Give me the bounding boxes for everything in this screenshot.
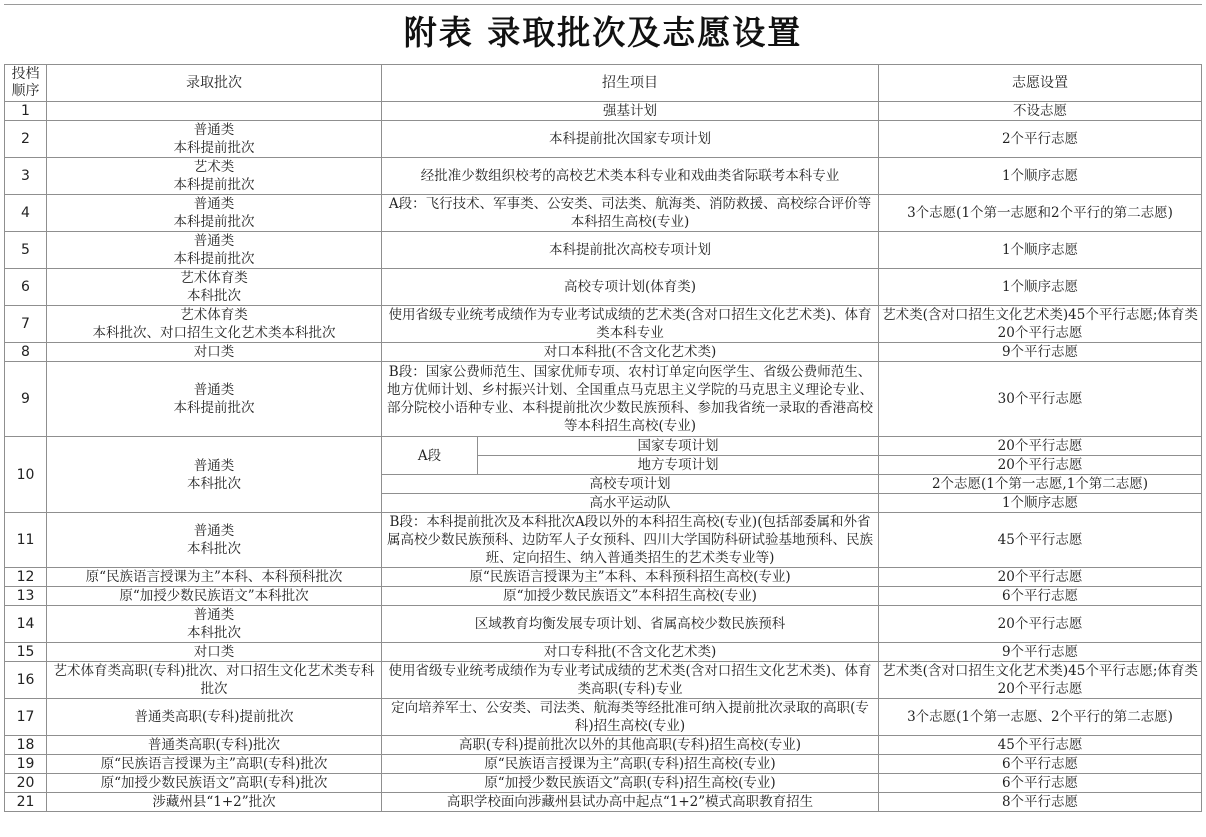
order-cell: 16 [5, 662, 47, 699]
wish-cell: 9个平行志愿 [879, 643, 1202, 662]
project-cell: 高职学校面向涉藏州县试办高中起点“1+2”模式高职教育招生 [382, 793, 879, 812]
table-row [5, 343, 1202, 362]
wish-cell: 3个志愿(1个第一志愿、2个平行的第二志愿) [879, 699, 1202, 736]
project-cell: 强基计划 [382, 102, 879, 121]
batch-cell: 艺术类 本科提前批次 [47, 158, 382, 195]
project-cell: 高校专项计划(体育类) [382, 269, 879, 306]
table-row [5, 513, 1202, 568]
table-row [5, 306, 1202, 343]
wish-cell: 艺术类(含对口招生文化艺术类)45个平行志愿;体育类20个平行志愿 [879, 662, 1202, 699]
batch-cell: 艺术体育类 本科批次 [47, 269, 382, 306]
project-cell: 对口专科批(不含文化艺术类) [382, 643, 879, 662]
order-cell: 13 [5, 587, 47, 606]
project-cell: 高水平运动队 [382, 494, 879, 513]
segment-label: A段 [382, 437, 478, 475]
batch-cell: 艺术体育类 本科批次、对口招生文化艺术类本科批次 [47, 306, 382, 343]
project-cell: 本科提前批次国家专项计划 [382, 121, 879, 158]
table-row [5, 606, 1202, 643]
wish-cell: 1个顺序志愿 [879, 269, 1202, 306]
project-cell: 原“民族语言授课为主”本科、本科预科招生高校(专业) [382, 568, 879, 587]
batch-cell: 普通类 本科批次 [47, 606, 382, 643]
wish-cell: 不设志愿 [879, 102, 1202, 121]
table-row [5, 662, 1202, 699]
batch-cell: 普通类高职(专科)提前批次 [47, 699, 382, 736]
table-row [5, 755, 1202, 774]
project-cell: 原“民族语言授课为主”高职(专科)招生高校(专业) [382, 755, 879, 774]
table-row [5, 102, 1202, 121]
order-cell: 20 [5, 774, 47, 793]
table-row [5, 699, 1202, 736]
wish-cell: 20个平行志愿 [879, 568, 1202, 587]
page-title: 附表 录取批次及志愿设置 [403, 13, 803, 52]
project-cell: 区域教育均衡发展专项计划、省属高校少数民族预科 [382, 606, 879, 643]
table-row [5, 362, 1202, 437]
batch-cell: 原“民族语言授课为主”高职(专科)批次 [47, 755, 382, 774]
wish-cell: 1个顺序志愿 [879, 494, 1202, 513]
order-cell: 11 [5, 513, 47, 568]
batch-cell [47, 102, 382, 121]
batch-cell: 艺术体育类高职(专科)批次、对口招生文化艺术类专科批次 [47, 662, 382, 699]
project-cell: 高校专项计划 [382, 475, 879, 494]
batch-cell: 普通类 本科批次 [47, 513, 382, 568]
wish-cell: 30个平行志愿 [879, 362, 1202, 437]
header-row [5, 65, 1202, 102]
project-cell: 国家专项计划 [478, 437, 879, 456]
table-row [5, 158, 1202, 195]
batch-cell: 对口类 [47, 643, 382, 662]
table-row [5, 736, 1202, 755]
order-cell: 6 [5, 269, 47, 306]
project-cell: B段：国家公费师范生、国家优师专项、农村订单定向医学生、省级公费师范生、地方优师计划、乡村振兴计划、全国重点马克思主义学院的马克思主义理论专业、部分院校小语种专业、本科提前批次少数民族预科、参加我省统一录取的香港高校等本科招生高校(专业) [382, 362, 879, 437]
batch-cell: 原“民族语言授课为主”本科、本科预科批次 [47, 568, 382, 587]
table-row [5, 587, 1202, 606]
batch-cell: 普通类 本科提前批次 [47, 362, 382, 437]
order-cell: 21 [5, 793, 47, 812]
order-cell: 18 [5, 736, 47, 755]
batch-cell: 普通类 本科提前批次 [47, 121, 382, 158]
batch-cell: 普通类高职(专科)批次 [47, 736, 382, 755]
table-row [5, 269, 1202, 306]
table-row [5, 568, 1202, 587]
wish-cell: 2个平行志愿 [879, 121, 1202, 158]
top-rule [4, 4, 1202, 5]
batch-cell: 原“加授少数民族语文”本科批次 [47, 587, 382, 606]
wish-cell: 1个顺序志愿 [879, 232, 1202, 269]
project-cell: A段：飞行技术、军事类、公安类、司法类、航海类、消防救援、高校综合评价等本科招生高校(专业) [382, 195, 879, 232]
batch-cell: 原“加授少数民族语文”高职(专科)批次 [47, 774, 382, 793]
wish-cell: 艺术类(含对口招生文化艺术类)45个平行志愿;体育类20个平行志愿 [879, 306, 1202, 343]
table-row [5, 437, 1202, 456]
project-cell: 原“加授少数民族语文”本科招生高校(专业) [382, 587, 879, 606]
table-row [5, 195, 1202, 232]
wish-cell: 45个平行志愿 [879, 736, 1202, 755]
order-cell: 1 [5, 102, 47, 121]
project-cell: B段：本科提前批次及本科批次A段以外的本科招生高校(专业)(包括部委属和外省属高校少数民族预科、边防军人子女预科、四川大学国防科研试验基地预科、民族班、定向招生、纳入普通类招生的艺术类专业等) [382, 513, 879, 568]
header-project: 招生项目 [382, 65, 879, 102]
order-cell: 12 [5, 568, 47, 587]
wish-cell: 6个平行志愿 [879, 755, 1202, 774]
batch-cell: 普通类 本科提前批次 [47, 195, 382, 232]
order-cell: 9 [5, 362, 47, 437]
batch-cell: 对口类 [47, 343, 382, 362]
project-cell: 对口本科批(不含文化艺术类) [382, 343, 879, 362]
header-order: 投档 顺序 [5, 65, 47, 102]
batch-cell: 涉藏州县“1+2”批次 [47, 793, 382, 812]
project-cell: 使用省级专业统考成绩作为专业考试成绩的艺术类(含对口招生文化艺术类)、体育类本科专业 [382, 306, 879, 343]
order-cell: 3 [5, 158, 47, 195]
order-cell: 10 [5, 437, 47, 513]
table-row [5, 643, 1202, 662]
order-cell: 5 [5, 232, 47, 269]
project-cell: 地方专项计划 [478, 456, 879, 475]
wish-cell: 20个平行志愿 [879, 437, 1202, 456]
wish-cell: 8个平行志愿 [879, 793, 1202, 812]
project-cell: 经批准少数组织校考的高校艺术类本科专业和戏曲类省际联考本科专业 [382, 158, 879, 195]
header-wish: 志愿设置 [879, 65, 1202, 102]
wish-cell: 6个平行志愿 [879, 587, 1202, 606]
table-row [5, 793, 1202, 812]
order-cell: 19 [5, 755, 47, 774]
order-cell: 8 [5, 343, 47, 362]
order-cell: 14 [5, 606, 47, 643]
project-cell: 高职(专科)提前批次以外的其他高职(专科)招生高校(专业) [382, 736, 879, 755]
table-row [5, 121, 1202, 158]
wish-cell: 20个平行志愿 [879, 606, 1202, 643]
project-cell: 原“加授少数民族语文”高职(专科)招生高校(专业) [382, 774, 879, 793]
order-cell: 17 [5, 699, 47, 736]
wish-cell: 1个顺序志愿 [879, 158, 1202, 195]
wish-cell: 6个平行志愿 [879, 774, 1202, 793]
order-cell: 15 [5, 643, 47, 662]
header-batch: 录取批次 [47, 65, 382, 102]
table-row [5, 774, 1202, 793]
wish-cell: 3个志愿(1个第一志愿和2个平行的第二志愿) [879, 195, 1202, 232]
wish-cell: 20个平行志愿 [879, 456, 1202, 475]
wish-cell: 9个平行志愿 [879, 343, 1202, 362]
order-cell: 4 [5, 195, 47, 232]
wish-cell: 45个平行志愿 [879, 513, 1202, 568]
wish-cell: 2个志愿(1个第一志愿,1个第二志愿) [879, 475, 1202, 494]
table-row [5, 232, 1202, 269]
project-cell: 定向培养军士、公安类、司法类、航海类等经批准可纳入提前批次录取的高职(专科)招生高校(专业) [382, 699, 879, 736]
order-cell: 2 [5, 121, 47, 158]
batch-table [4, 64, 1202, 812]
project-cell: 本科提前批次高校专项计划 [382, 232, 879, 269]
order-cell: 7 [5, 306, 47, 343]
project-cell: 使用省级专业统考成绩作为专业考试成绩的艺术类(含对口招生文化艺术类)、体育类高职(专科)专业 [382, 662, 879, 699]
batch-cell: 普通类 本科批次 [47, 437, 382, 513]
batch-cell: 普通类 本科提前批次 [47, 232, 382, 269]
